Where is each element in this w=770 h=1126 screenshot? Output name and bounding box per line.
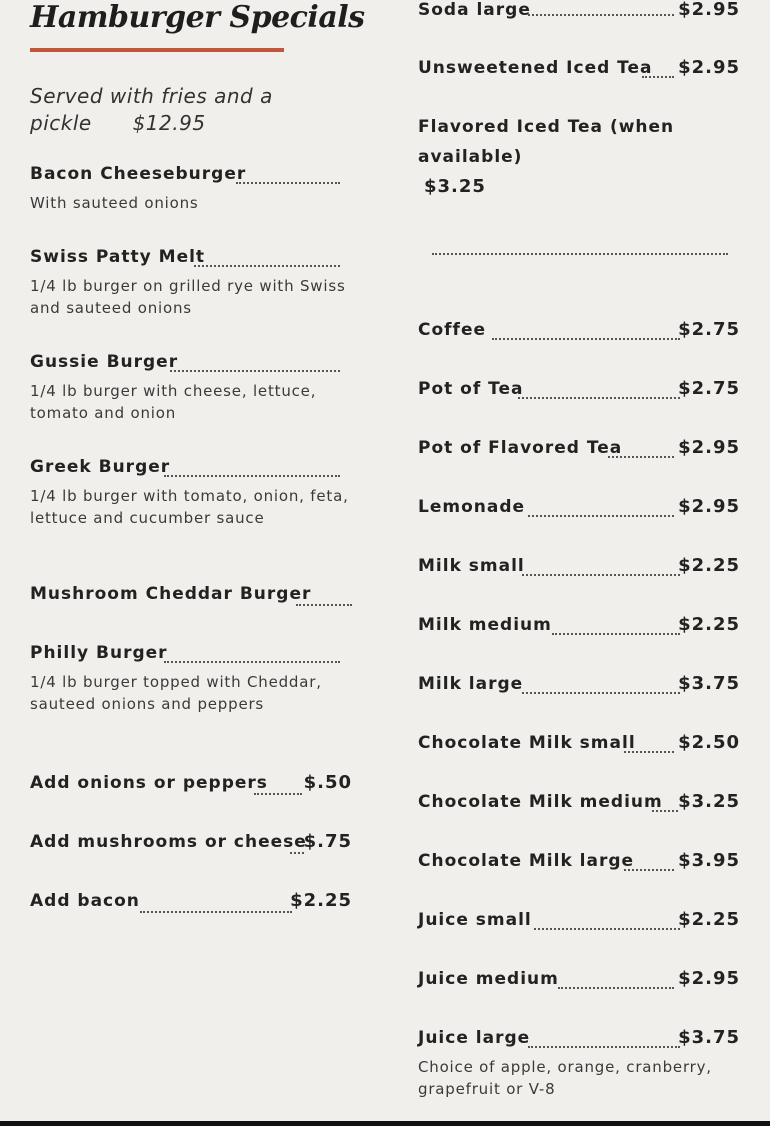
item-price: $3.75 [678, 673, 740, 694]
item-name: Add mushrooms or cheese [30, 832, 307, 852]
item-price: $3.75 [678, 1027, 740, 1048]
item-name: Add bacon [30, 891, 140, 911]
item-price: $2.95 [678, 968, 740, 989]
served-with-note [30, 83, 330, 137]
menu-item [30, 246, 352, 319]
drink-item [418, 0, 740, 23]
item-name: Milk small [418, 556, 525, 576]
item-price: $3.95 [678, 850, 740, 871]
item-price: $3.25 [678, 791, 740, 812]
item-name: Juice medium [418, 969, 559, 989]
menu-item [30, 456, 352, 529]
item-price: $.50 [303, 772, 352, 793]
dot-leader [624, 748, 674, 753]
drink-item [418, 968, 740, 992]
dot-leader [534, 925, 680, 930]
section-title: Hamburger Specials [30, 0, 365, 35]
menu-item [30, 583, 352, 607]
item-description: 1/4 lb burger on grilled rye with Swiss and sauteed onions [30, 277, 346, 317]
dot-leader [518, 394, 680, 399]
item-description: 1/4 lb burger with tomato, onion, feta, lettuce and cucumber sauce [30, 487, 349, 527]
dot-leader [642, 73, 674, 78]
dot-leader [194, 262, 340, 267]
item-name: Unsweetened Iced Tea [418, 58, 653, 78]
drink-item [418, 319, 740, 343]
item-price: $2.25 [678, 909, 740, 930]
item-description: With sauteed onions [30, 194, 199, 212]
drink-item [418, 732, 740, 756]
item-name: Bacon Cheeseburger [30, 164, 247, 184]
item-description: 1/4 lb burger topped with Cheddar, sauteed onions and peppers [30, 673, 322, 713]
item-price: $2.25 [290, 890, 352, 911]
title-underline [30, 48, 284, 52]
item-name: Gussie Burger [30, 352, 179, 372]
drink-item [418, 850, 740, 874]
addon-item [30, 772, 352, 796]
item-name: Greek Burger [30, 457, 171, 477]
dot-leader [164, 658, 340, 663]
item-price: $2.25 [678, 555, 740, 576]
drink-item [418, 57, 740, 81]
item-name: Milk medium [418, 615, 552, 635]
addon-item [30, 890, 352, 914]
dot-leader [608, 453, 674, 458]
item-price: $2.95 [678, 437, 740, 458]
item-name: Soda large [418, 0, 531, 20]
drink-item [418, 791, 740, 815]
item-name: Chocolate Milk medium [418, 792, 663, 812]
item-price: $2.95 [678, 57, 740, 78]
item-price: $2.25 [678, 614, 740, 635]
item-name: Juice large [418, 1028, 531, 1048]
drink-item [418, 673, 740, 697]
item-name: Coffee [418, 320, 487, 340]
menu-item [30, 351, 352, 424]
dot-leader [528, 11, 674, 16]
drink-item [418, 437, 740, 461]
drink-item [418, 1027, 740, 1100]
drink-item [418, 909, 740, 933]
item-name: Lemonade [418, 497, 526, 517]
item-price: $2.75 [678, 319, 740, 340]
dot-leader [432, 250, 728, 255]
dot-leader [236, 179, 340, 184]
item-name: Philly Burger [30, 643, 168, 663]
dot-leader [552, 630, 680, 635]
item-name: Add onions or peppers [30, 773, 268, 793]
item-price: $.75 [303, 831, 352, 852]
item-name: Chocolate Milk small [418, 733, 636, 753]
drink-item [418, 496, 740, 520]
menu-item [30, 163, 352, 214]
dot-leader [164, 472, 340, 477]
item-price: $2.50 [678, 732, 740, 753]
item-name: Pot of Flavored Tea [418, 438, 623, 458]
item-name: Chocolate Milk large [418, 851, 635, 871]
item-price: $2.95 [678, 496, 740, 517]
drink-item [418, 555, 740, 579]
served-price: $12.95 [132, 111, 206, 135]
dot-leader [522, 571, 680, 576]
item-name: Mushroom Cheddar Burger [30, 584, 312, 604]
dot-leader [528, 1043, 680, 1048]
drink-item [418, 378, 740, 402]
flavored-iced-tea-name: Flavored Iced Tea (when available) [418, 117, 675, 167]
dot-leader [254, 790, 302, 795]
item-price: $2.95 [678, 0, 740, 20]
item-name: Milk large [418, 674, 524, 694]
dot-leader [652, 807, 678, 812]
item-name: Swiss Patty Melt [30, 247, 206, 267]
dot-leader [558, 984, 674, 989]
dot-leader [624, 866, 674, 871]
dot-leader [528, 512, 674, 517]
flavored-iced-tea-price: $3.25 [424, 176, 486, 197]
item-name: Pot of Tea [418, 379, 524, 399]
dot-leader [522, 689, 680, 694]
dot-leader [492, 335, 680, 340]
menu-item [30, 642, 352, 715]
dot-leader [140, 908, 292, 913]
item-description: 1/4 lb burger with cheese, lettuce, tomato and onion [30, 382, 317, 422]
dot-leader [296, 601, 352, 606]
item-name: Juice small [418, 910, 532, 930]
dot-leader [290, 849, 304, 854]
bottom-border [0, 1121, 770, 1126]
drink-item [418, 614, 740, 638]
item-price: $2.75 [678, 378, 740, 399]
served-text: Served with fries and a pickle [30, 84, 273, 135]
item-description: Choice of apple, orange, cranberry, grapefruit or V-8 [418, 1058, 712, 1098]
addon-item [30, 831, 352, 855]
dot-leader [170, 367, 340, 372]
